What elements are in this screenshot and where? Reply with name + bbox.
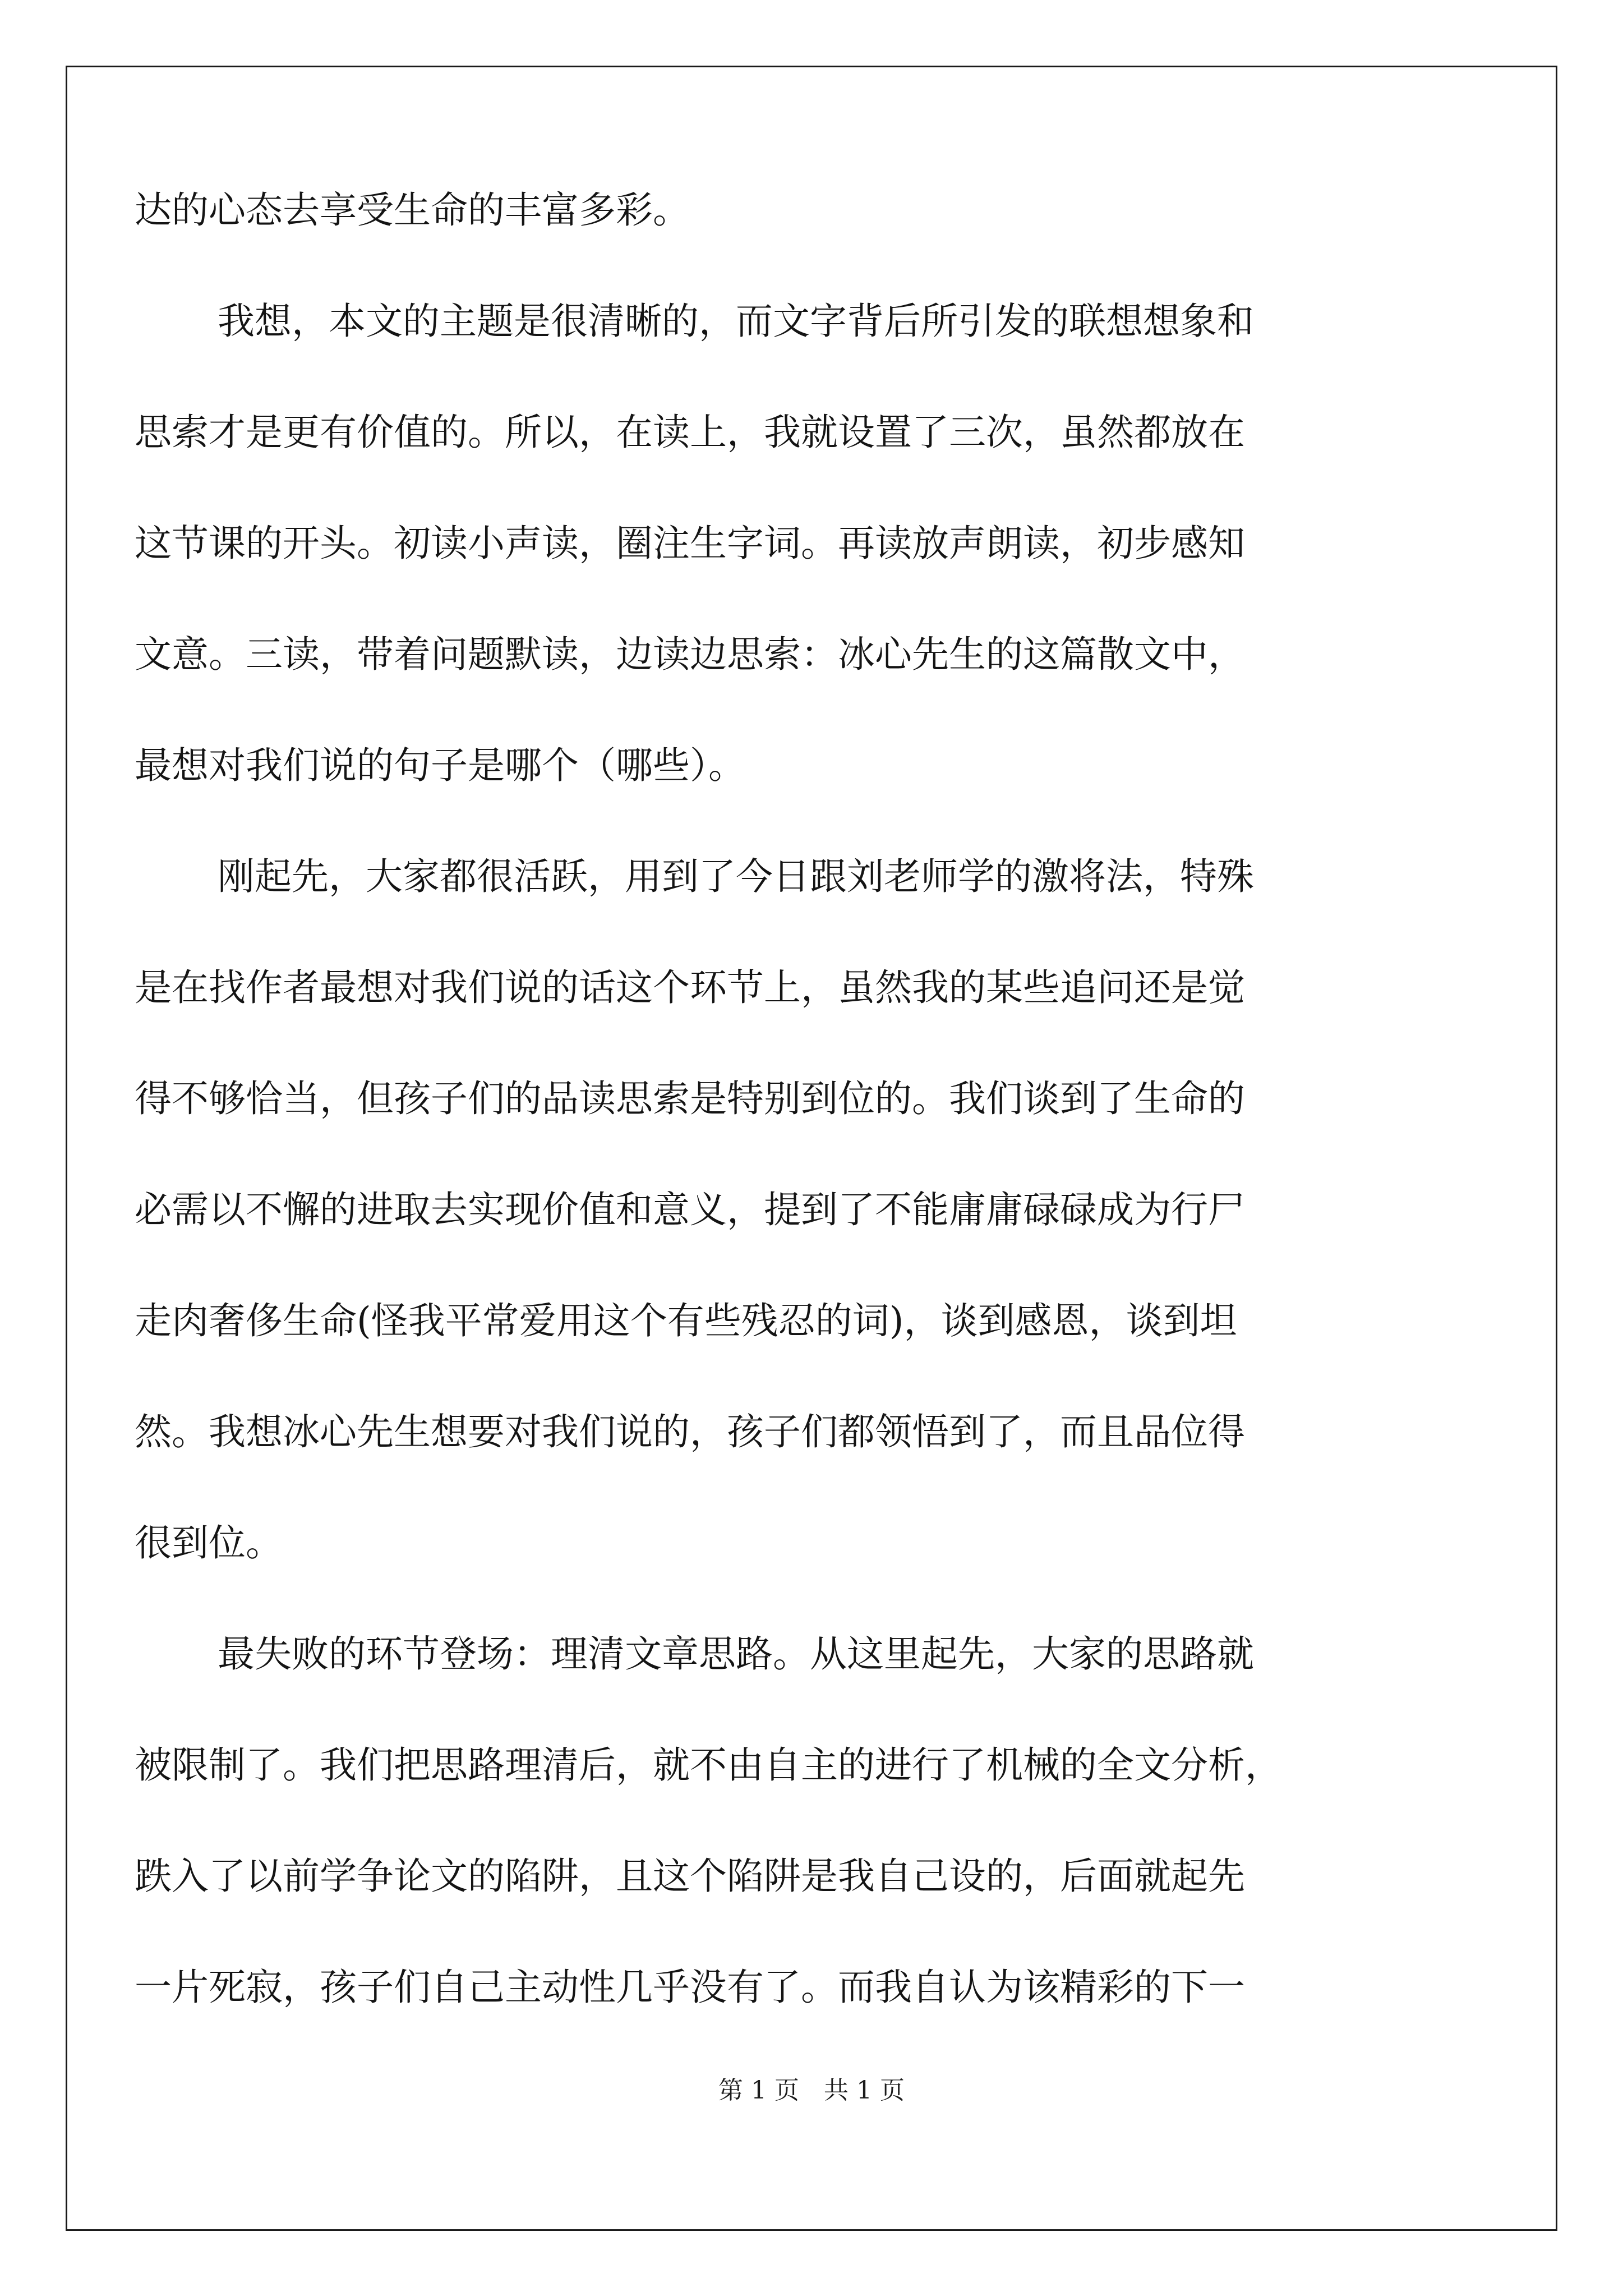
page-number-footer: 第 1 页 共 1 页	[718, 2076, 905, 2105]
text-line: 必需以不懈的进取去实现价值和意义，提到了不能庸庸碌碌成为行尸	[135, 1188, 1245, 1231]
text-line: 最想对我们说的句子是哪个（哪些）。	[135, 744, 745, 787]
text-line: 得不够恰当，但孩子们的品读思索是特别到位的。我们谈到了生命的	[135, 1077, 1245, 1120]
text-line: 被限制了。我们把思路理清后，就不由自主的进行了机械的全文分析，	[135, 1743, 1282, 1787]
page-border	[66, 66, 1557, 2231]
text-line: 一片死寂，孩子们自己主动性几乎没有了。而我自认为该精彩的下一	[135, 1966, 1245, 2009]
text-line: 很到位。	[135, 1521, 283, 1565]
text-line: 思索才是更有价值的。所以，在读上，我就设置了三次，虽然都放在	[135, 411, 1245, 454]
text-line: 走肉奢侈生命(怪我平常爱用这个有些残忍的词)，谈到感恩，谈到坦	[135, 1299, 1237, 1342]
text-line: 是在找作者最想对我们说的话这个环节上，虽然我的某些追问还是觉	[135, 966, 1245, 1009]
text-line: 达的心态去享受生命的丰富多彩。	[135, 188, 690, 232]
text-line: 然。我想冰心先生想要对我们说的，孩子们都领悟到了，而且品位得	[135, 1410, 1245, 1453]
text-line: 最失败的环节登场：理清文章思路。从这里起先，大家的思路就	[218, 1632, 1254, 1676]
text-line: 这节课的开头。初读小声读，圈注生字词。再读放声朗读，初步感知	[135, 522, 1245, 565]
text-line: 文意。三读，带着问题默读，边读边思索：冰心先生的这篇散文中，	[135, 633, 1245, 676]
text-line: 跌入了以前学争论文的陷阱，且这个陷阱是我自己设的，后面就起先	[135, 1855, 1245, 1898]
text-line: 刚起先，大家都很活跃，用到了今日跟刘老师学的激将法，特殊	[218, 855, 1254, 898]
text-line: 我想，本文的主题是很清晰的，而文字背后所引发的联想想象和	[218, 300, 1254, 343]
